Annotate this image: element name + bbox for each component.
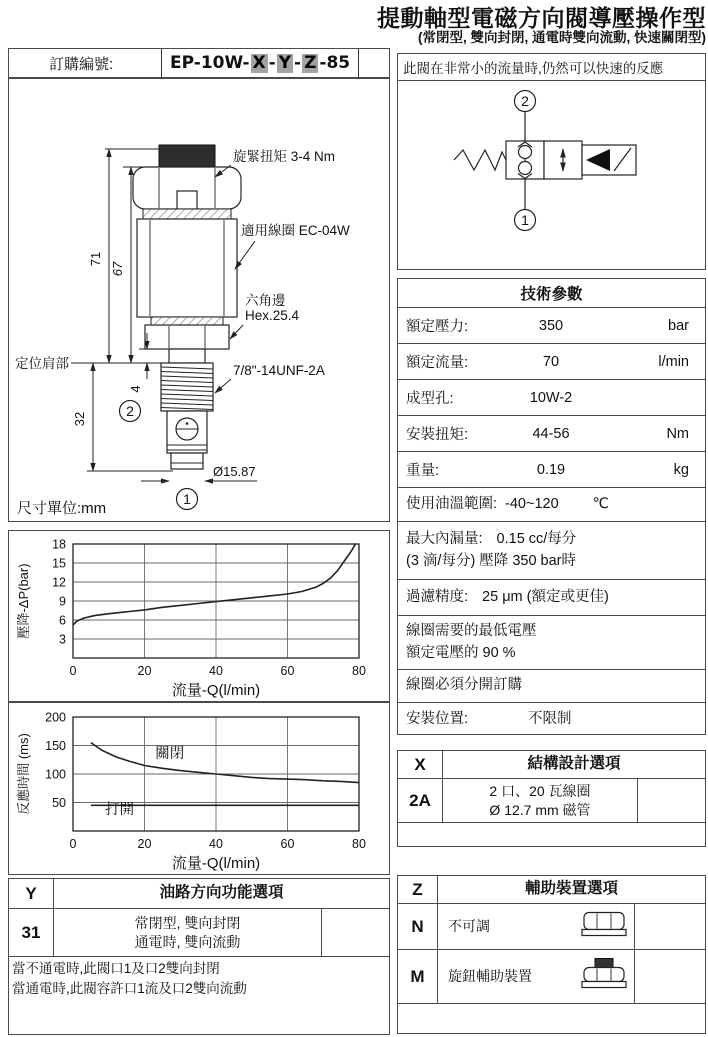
pressure-drop-chart — [9, 532, 387, 700]
svg-text:60: 60 — [280, 837, 295, 851]
page-title: 提動軸型電磁方向閥導壓操作型 — [377, 5, 706, 31]
shoulder-label — [15, 356, 69, 371]
valve-drawing-box — [8, 78, 390, 522]
svg-text:1: 1 — [183, 491, 191, 507]
valve-technical-drawing — [9, 79, 389, 521]
y-table-header — [9, 879, 389, 909]
z-table-title: 輔助裝置選項 — [524, 880, 618, 898]
port-2-balloon — [120, 401, 141, 422]
svg-text:80: 80 — [352, 664, 366, 678]
valve-hex-nut — [145, 325, 229, 349]
z-table-code: Z — [398, 876, 438, 903]
svg-text:Ø15.87: Ø15.87 — [213, 464, 256, 479]
svg-text:2: 2 — [126, 403, 134, 419]
schematic-box — [397, 53, 706, 270]
spring-symbol — [454, 150, 506, 170]
svg-text:流量-Q(l/min): 流量-Q(l/min) — [171, 855, 261, 872]
z-option-m-empty-cell — [634, 950, 705, 1003]
schematic-note: 此閥在非常小的流量時,仍然可以快速的反應 — [398, 54, 705, 81]
svg-text:旋緊扭矩 3-4 Nm: 旋緊扭矩 3-4 Nm — [233, 149, 336, 164]
svg-text:20: 20 — [137, 664, 152, 678]
z-option-m-code: M — [398, 950, 438, 1003]
flow-position — [544, 141, 582, 179]
svg-text:150: 150 — [45, 739, 66, 753]
code-prefix: EP-10W- — [170, 53, 250, 73]
svg-text:反應時間 (ms): 反應時間 (ms) — [16, 733, 31, 815]
hydraulic-symbol — [398, 81, 705, 267]
pressure-drop-chart-box — [8, 530, 390, 702]
svg-text:1: 1 — [521, 212, 529, 228]
svg-text:18: 18 — [52, 537, 66, 552]
z-table-header — [398, 876, 705, 904]
svg-text:200: 200 — [45, 710, 66, 725]
y-option-table — [8, 878, 390, 1035]
svg-text:32: 32 — [72, 411, 87, 427]
page-subtitle: (常閉型, 雙向封閉, 通電時雙向流動, 快速關閉型) — [418, 30, 706, 45]
svg-text:15: 15 — [52, 556, 66, 571]
svg-text:流量-Q(l/min): 流量-Q(l/min) — [171, 682, 261, 699]
tech-row-weight: 重量: 0.19 kg — [398, 451, 705, 487]
code-option-x: X — [252, 52, 266, 73]
y-table-title: 油路方向功能選項 — [159, 884, 284, 902]
svg-text:80: 80 — [352, 837, 366, 851]
y-option-code: 31 — [9, 909, 54, 956]
svg-text:20: 20 — [137, 837, 152, 851]
x-option-empty-cell — [637, 779, 705, 822]
svg-text:適用線圈 EC-04W: 適用線圈 EC-04W — [241, 223, 350, 238]
code-sep1: - — [268, 53, 276, 73]
valve-washer-top — [143, 209, 231, 219]
svg-text:100: 100 — [45, 767, 66, 782]
tech-params-header: 技術參數 — [520, 286, 583, 303]
y-option-row-31 — [9, 909, 389, 957]
svg-text:0: 0 — [69, 837, 77, 851]
tech-row-coil-order: 線圈必須分開訂購 — [398, 669, 705, 702]
tech-params-table — [397, 278, 706, 735]
port-1-symbol — [515, 179, 536, 231]
svg-text:67: 67 — [110, 261, 125, 277]
thread-label — [215, 363, 325, 393]
code-sep2: - — [294, 53, 302, 73]
z-option-row-m — [398, 950, 705, 1004]
svg-text:定位肩部: 定位肩部 — [15, 356, 69, 371]
svg-text:4: 4 — [128, 385, 143, 393]
svg-text:壓降-ΔP(bar): 壓降-ΔP(bar) — [16, 563, 31, 639]
z-option-n-empty-cell — [634, 904, 705, 949]
code-suffix: -85 — [319, 53, 351, 73]
valve-stem — [167, 411, 207, 469]
port-1-balloon — [177, 489, 198, 510]
valve-thread — [161, 363, 213, 411]
code-option-y: Y — [278, 52, 292, 73]
hex-plug-icon — [581, 909, 627, 944]
svg-text:60: 60 — [280, 664, 295, 678]
svg-text:2: 2 — [521, 93, 529, 109]
order-number-label: 訂購編號: — [49, 55, 114, 73]
tech-row-coil-voltage: 線圈需要的最低電壓 額定電壓的 90 % — [398, 615, 705, 669]
x-table-code: X — [398, 751, 443, 778]
x-option-desc: 2 口、20 瓦線圈 Ø 12.7 mm 磁管 — [489, 782, 591, 818]
x-option-table — [397, 750, 706, 847]
svg-text:40: 40 — [209, 837, 223, 851]
svg-text:0: 0 — [69, 664, 77, 678]
y-option-desc: 常閉型, 雙向封閉 通電時, 雙向流動 — [134, 914, 241, 950]
y-table-notes: 當不通電時,此閥口1及口2雙向封閉 當通電時,此閥容許口1流及口2雙向流動 — [12, 961, 247, 997]
valve-coil-body — [137, 219, 237, 317]
x-option-row-2a — [398, 779, 705, 823]
z-option-n-label: 不可調 — [448, 918, 490, 935]
tech-row-cavity: 成型孔: 10W-2 — [398, 379, 705, 415]
valve-washer-bottom — [151, 317, 223, 325]
x-table-header — [398, 751, 705, 779]
y-table-code: Y — [9, 879, 54, 908]
svg-text:71: 71 — [88, 251, 103, 267]
solenoid-symbol — [582, 145, 636, 175]
coil-label — [235, 223, 350, 269]
hex-label — [230, 292, 300, 339]
tech-row-torque: 安裝扭矩: 44-56 Nm — [398, 415, 705, 451]
valve-knurled-cap — [159, 145, 215, 167]
y-option-empty-cell — [321, 909, 389, 956]
x-table-title: 結構設計選項 — [527, 755, 621, 773]
dimension-unit-note: 尺寸單位:mm — [17, 500, 107, 517]
order-number-box — [8, 48, 390, 78]
svg-text:9: 9 — [59, 594, 66, 609]
svg-text:關閉: 關閉 — [155, 746, 185, 763]
valve-neck — [169, 349, 205, 363]
tech-row-flow: 額定流量: 70 l/min — [398, 343, 705, 379]
tech-row-filtration: 過濾精度: 25 μm (額定或更佳) — [398, 579, 705, 615]
x-option-code: 2A — [398, 779, 443, 822]
svg-text:7/8"-14UNF-2A: 7/8"-14UNF-2A — [233, 363, 325, 378]
svg-text:12: 12 — [52, 575, 66, 590]
knob-plug-icon — [581, 957, 627, 996]
svg-text:50: 50 — [52, 796, 66, 810]
z-option-row-n — [398, 904, 705, 950]
z-option-m-label: 旋鈕輔助裝置 — [448, 968, 532, 985]
tech-row-leakage: 最大內漏量: 0.15 cc/每分 (3 滴/每分) 壓降 350 bar時 — [398, 521, 705, 579]
response-time-chart-box — [8, 702, 390, 875]
tech-row-pressure: 額定壓力: 350 bar — [398, 307, 705, 343]
svg-text:3: 3 — [59, 632, 66, 647]
z-option-n-code: N — [398, 904, 438, 949]
tech-row-mounting: 安裝位置: 不限制 — [398, 702, 705, 736]
tech-row-oil-temp: 使用油溫範圍: -40~120 ℃ — [398, 487, 705, 521]
svg-text:Hex.25.4: Hex.25.4 — [245, 308, 300, 323]
code-option-z: Z — [304, 52, 317, 73]
check-valve-position — [506, 141, 544, 179]
z-option-table — [397, 875, 706, 1034]
valve-coil-nut — [133, 167, 241, 209]
response-time-chart — [9, 705, 387, 873]
svg-text:40: 40 — [209, 664, 223, 678]
svg-text:打開: 打開 — [105, 801, 135, 818]
svg-text:六角邊: 六角邊 — [245, 293, 286, 308]
svg-text:6: 6 — [59, 613, 66, 628]
order-number-code — [161, 49, 359, 77]
port-2-symbol — [515, 91, 536, 142]
